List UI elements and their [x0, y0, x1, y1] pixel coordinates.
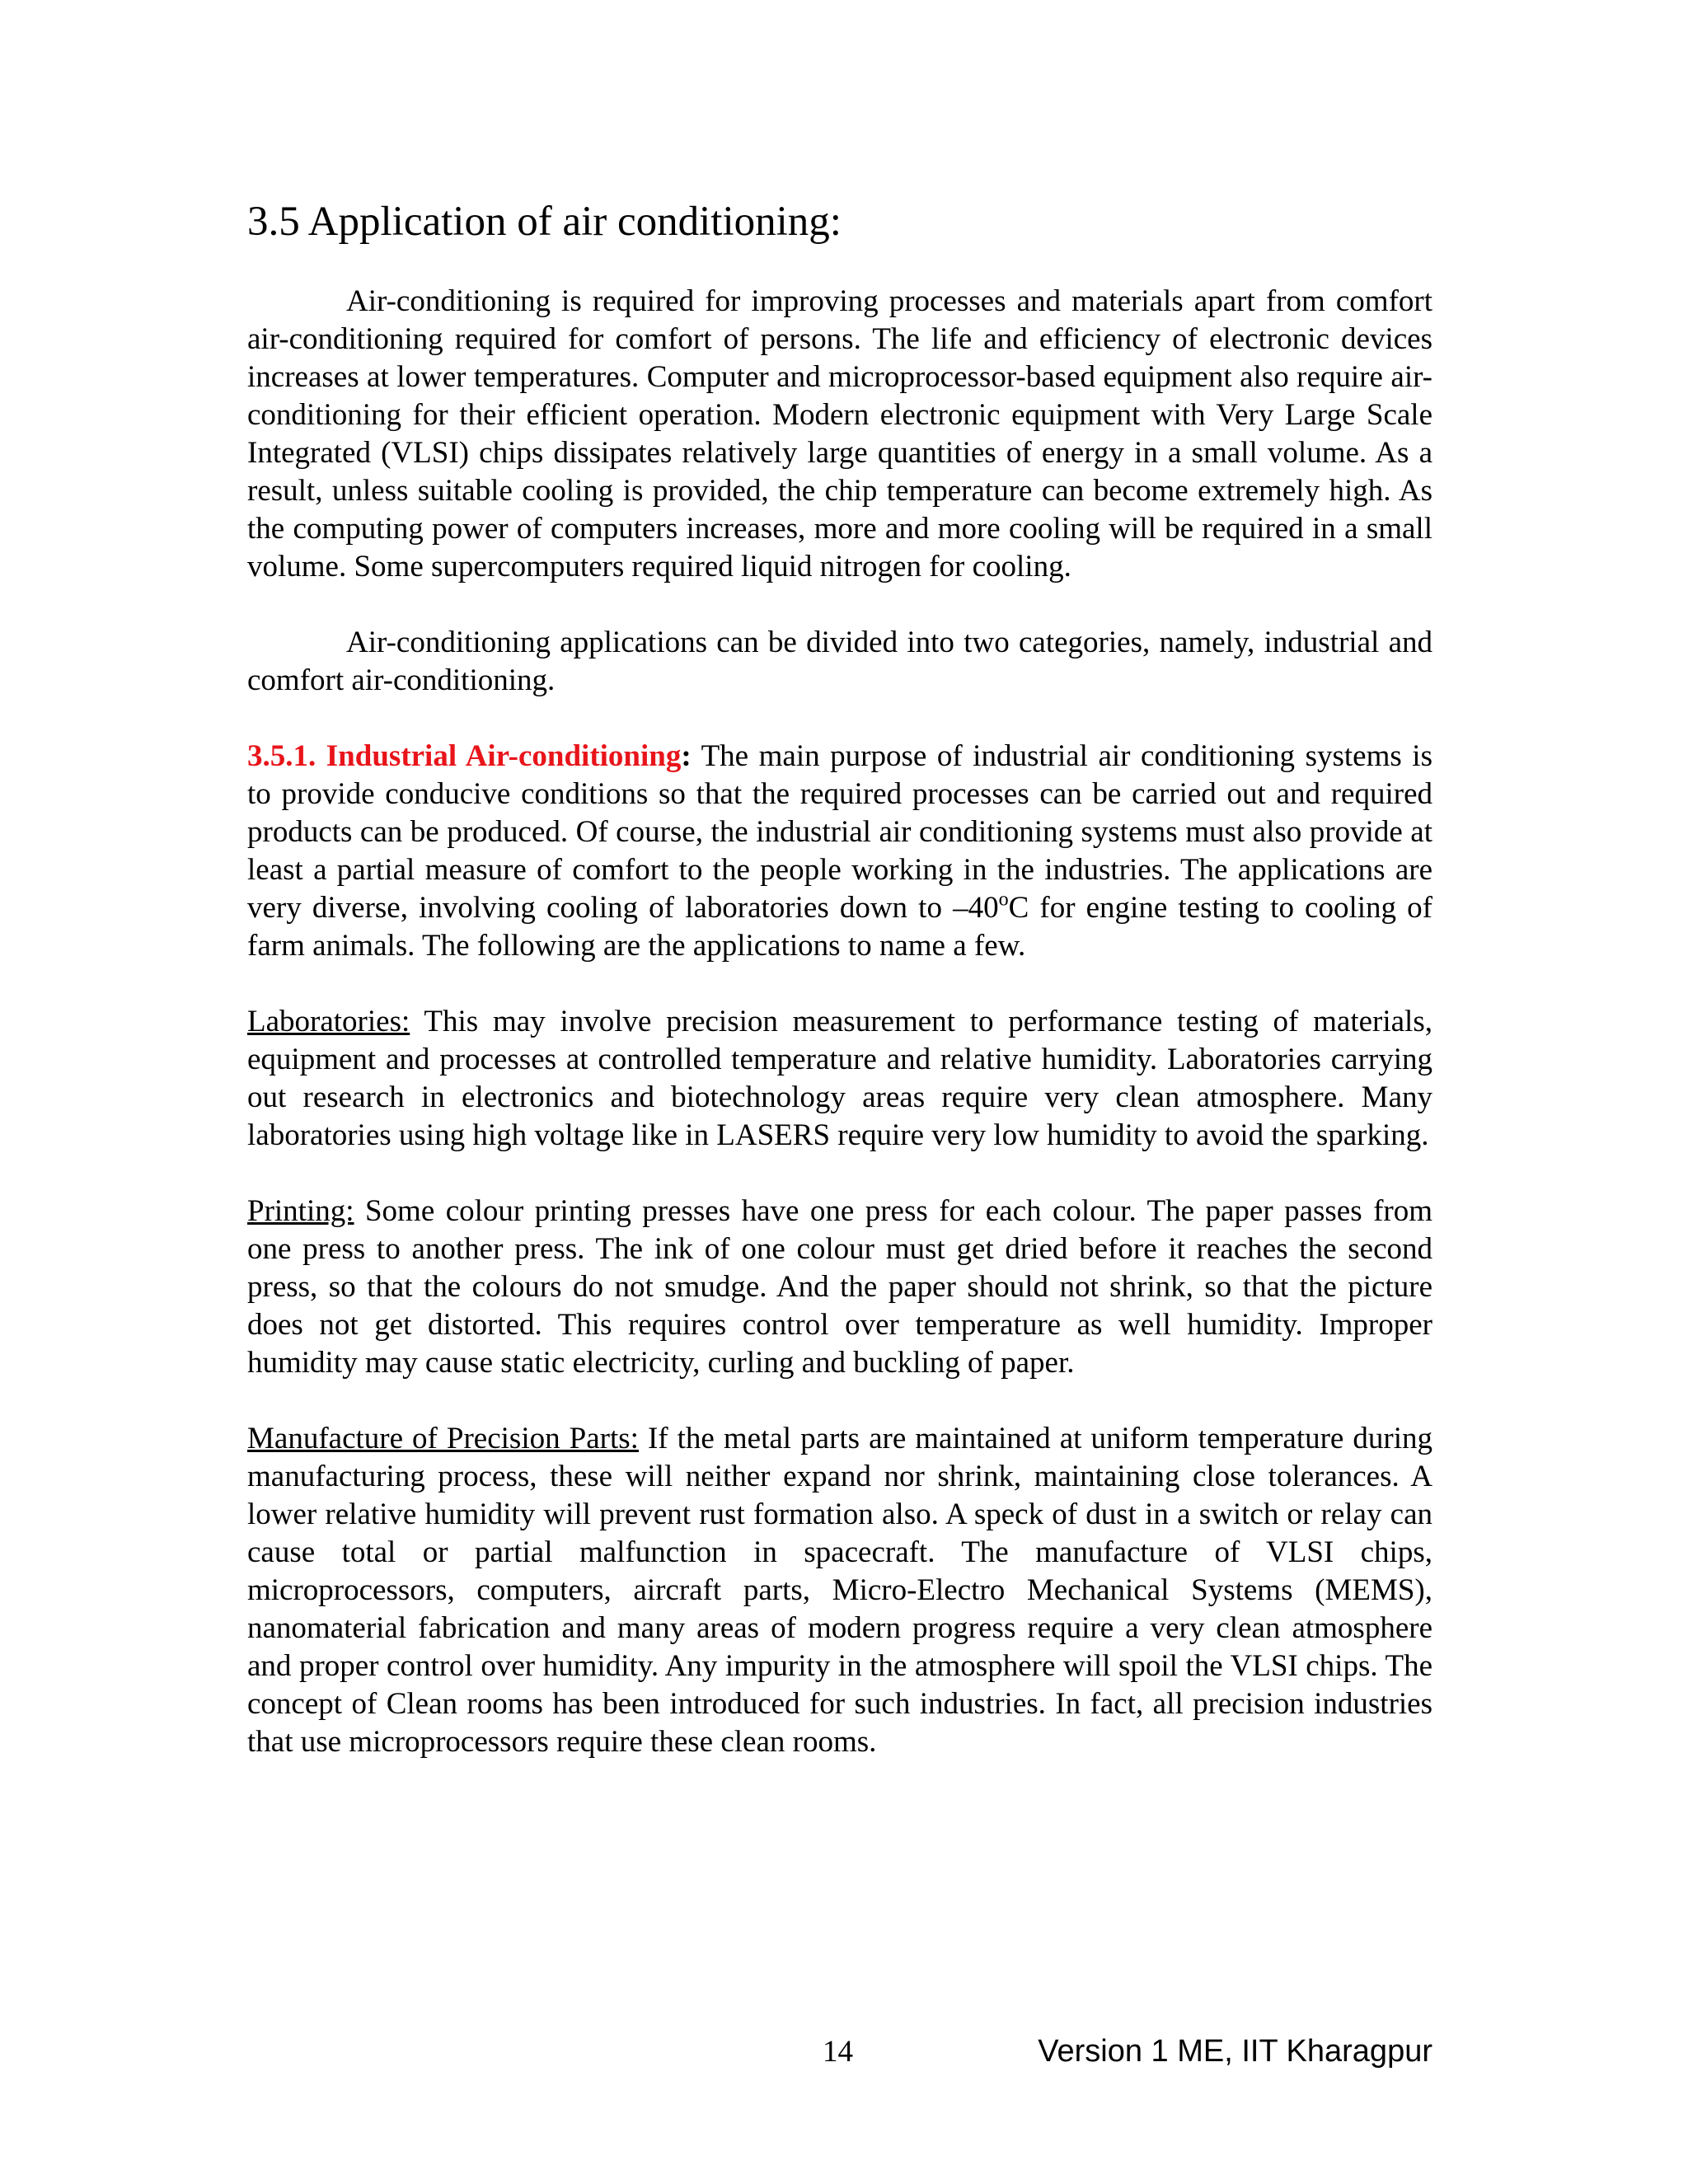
printing-text: Some colour printing presses have one press for each colour. The paper passes from one press to another press. The ink of one colour must get dried before it reaches the second press, so that the colours do not smudge. And the paper should not shrink, so that the picture does not get distorted. This requires control over temperature as well humidity. Improper humidity may cause static electricity, curling and buckling of paper. — [247, 1193, 1432, 1380]
document-page — [247, 198, 1432, 1799]
laboratories-text: This may involve precision measurement to performance testing of materials, equipment and processes at controlled temperature and relative humidity. Laboratories carrying out research in electronics and biotechnology areas require very clean atmosphere. Many laboratories using high voltage like in LASERS require very low humidity to avoid the sparking. — [247, 1004, 1432, 1152]
printing-label: Printing: — [247, 1193, 354, 1228]
version-label: Version 1 ME, IIT Kharagpur — [1038, 2034, 1432, 2069]
page-number: 14 — [823, 2035, 853, 2069]
industrial-text-part1: The main purpose of industrial air conditioning systems is to provide conducive conditions so that the required processes can be carried out and required products can be produced. Of course, the industrial air conditioning systems must also provide at least a partial measure of comfort to the people working in the industries. The applications are very diverse, involving cooling of laboratories down to –40 — [247, 738, 1432, 925]
manufacture-label: Manufacture of Precision Parts: — [247, 1421, 639, 1455]
manufacture-text: If the metal parts are maintained at uniform temperature during manufacturing process, these will neither expand nor shrink, maintaining close tolerances. A lower relative humidity will prevent rust formation also. A speck of dust in a switch or relay can cause total or partial malfunction in spacecraft. The manufacture of VLSI chips, microprocessors, computers, aircraft parts, Micro-Electro Mechanical Systems (MEMS), nanomaterial fabrication and many areas of modern progress require a very clean atmosphere and proper control over humidity. Any impurity in the atmosphere will spoil the VLSI chips. The concept of Clean rooms has been introduced for such industries. In fact, all precision industries that use microprocessors require these clean rooms. — [247, 1421, 1432, 1759]
industrial-subheading: 3.5.1. Industrial Air-conditioning — [247, 738, 682, 773]
laboratories-label: Laboratories: — [247, 1004, 410, 1038]
section-heading: 3.5 Application of air conditioning: — [247, 199, 842, 245]
degree-superscript: o — [998, 888, 1009, 911]
industrial-paragraph — [247, 738, 1432, 965]
laboratories-paragraph — [247, 1003, 1432, 1155]
intro-paragraph: Air-conditioning is required for improving processes and materials apart from comfort air-conditioning required for comfort of persons. The life and efficiency of electronic devices increases at lower temperatures. Computer and microprocessor-based equipment also require air-conditioning for their efficient operation. Modern electronic equipment with Very Large Scale Integrated (VLSI) chips dissipates relatively large quantities of energy in a small volume. As a result, unless suitable cooling is provided, the chip temperature can become extremely high. As the computing power of computers increases, more and more cooling will be required in a small volume. Some supercomputers required liquid nitrogen for cooling. — [247, 284, 1432, 583]
categories-paragraph: Air-conditioning applications can be divided into two categories, namely, industrial and comfort air-conditioning. — [247, 625, 1432, 697]
page-footer — [0, 2034, 1688, 2075]
printing-paragraph — [247, 1193, 1432, 1382]
industrial-subheading-colon: : — [681, 738, 692, 773]
manufacture-paragraph — [247, 1420, 1432, 1761]
industrial-text-part2: C for engine testing to cooling of farm animals. The following are the applications to name a few. — [247, 890, 1432, 963]
